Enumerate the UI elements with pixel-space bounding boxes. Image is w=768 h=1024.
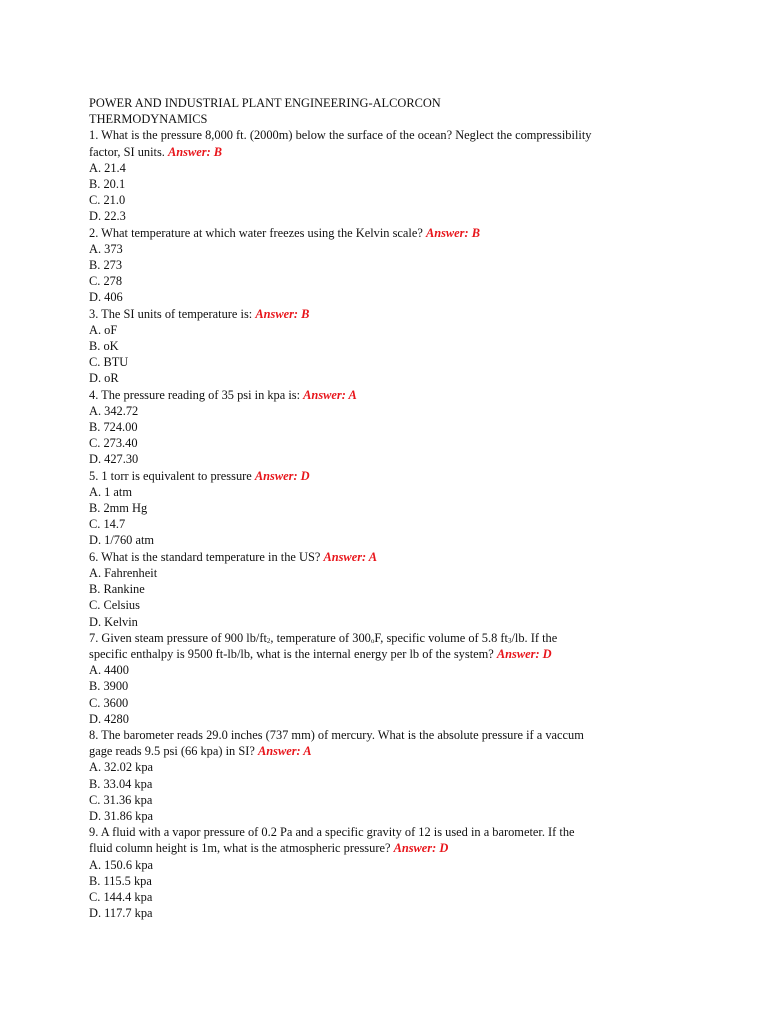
question-text: 3. The SI units of temperature is: Answer: B xyxy=(89,306,310,321)
question-5 xyxy=(89,468,689,549)
choice: A. 342.72 xyxy=(89,403,139,418)
choice: B. 115.5 kpa xyxy=(89,873,152,888)
choice: B. 20.1 xyxy=(89,177,126,192)
answer-key: Answer: A xyxy=(323,549,378,564)
choice: D. 406 xyxy=(89,290,123,305)
choice: B. oK xyxy=(89,339,119,354)
question-text: 2. What temperature at which water freezes using the Kelvin scale? Answer: B xyxy=(89,225,480,240)
choice: C. 278 xyxy=(89,274,123,289)
question-8 xyxy=(89,727,689,824)
answer-key: Answer: B xyxy=(168,144,223,159)
choice: D. 427.30 xyxy=(89,452,139,467)
question-text: 6. What is the standard temperature in the US? Answer: A xyxy=(89,549,378,564)
choice: A. 21.4 xyxy=(89,160,126,175)
document-title: POWER AND INDUSTRIAL PLANT ENGINEERING-ALCORCON xyxy=(89,96,441,110)
choice: B. 273 xyxy=(89,258,123,273)
choice: D. 4280 xyxy=(89,711,129,726)
question-text: 7. Given steam pressure of 900 $lb/ft_2$, temperature of $300_oF$, specific volume of 5.8 $ft_3/lb$. If the xyxy=(89,630,558,645)
choice: C. 3600 xyxy=(89,695,129,710)
choice: A. 1 atm xyxy=(89,484,133,499)
choice: D. 31.86 kpa xyxy=(89,808,154,823)
choice: B. 33.04 kpa xyxy=(89,776,153,791)
choice: B. Rankine xyxy=(89,582,145,597)
choice: B. 724.00 xyxy=(89,420,138,435)
question-text: 9. A fluid with a vapor pressure of 0.2 Pa and a specific gravity of 12 is used in a barometer. If the xyxy=(89,825,575,840)
question-3 xyxy=(89,306,689,387)
question-text: 5. 1 torr is equivalent to pressure Answer: D xyxy=(89,468,310,483)
choice: D. Kelvin xyxy=(89,614,138,629)
question-7 xyxy=(89,630,689,727)
answer-key: Answer: B xyxy=(425,225,480,240)
question-text: 4. The pressure reading of 35 psi in kpa is: Answer: A xyxy=(89,387,357,402)
answer-key: Answer: D xyxy=(496,646,552,661)
choice: C. Celsius xyxy=(89,598,140,613)
choice: D. oR xyxy=(89,371,119,386)
question-1 xyxy=(89,127,689,224)
question-4 xyxy=(89,387,689,468)
answer-key: Answer: D xyxy=(393,841,449,856)
choice: C. 273.40 xyxy=(89,436,138,451)
answer-key: Answer: A xyxy=(257,744,312,759)
choice: A. oF xyxy=(89,322,118,337)
question-6 xyxy=(89,549,689,630)
choice: A. 32.02 kpa xyxy=(89,760,154,775)
choice: A. Fahrenheit xyxy=(89,565,158,580)
question-text-continued: gage reads 9.5 psi (66 kpa) in SI? Answer: A xyxy=(89,744,312,759)
choice: B. 2mm Hg xyxy=(89,501,148,516)
choice: C. 31.36 kpa xyxy=(89,792,153,807)
choice: A. 4400 xyxy=(89,663,129,678)
choice: C. 21.0 xyxy=(89,193,126,208)
choice: D. 1/760 atm xyxy=(89,533,155,548)
question-text-continued: fluid column height is 1m, what is the atmospheric pressure? Answer: D xyxy=(89,841,449,856)
question-text: 8. The barometer reads 29.0 inches (737 mm) of mercury. What is the absolute pressure if a vaccum xyxy=(89,727,584,742)
question-9 xyxy=(89,824,689,921)
answer-key: Answer: B xyxy=(255,306,310,321)
question-2 xyxy=(89,225,689,306)
choice: A. 373 xyxy=(89,241,123,256)
choice: C. 144.4 kpa xyxy=(89,889,153,904)
choice: A. 150.6 kpa xyxy=(89,857,154,872)
choice: C. BTU xyxy=(89,355,129,370)
choice: B. 3900 xyxy=(89,679,129,694)
answer-key: Answer: A xyxy=(303,387,357,402)
answer-key: Answer: D xyxy=(254,468,310,483)
question-text: 1. What is the pressure 8,000 ft. (2000m) below the surface of the ocean? Neglect the compressibility xyxy=(89,128,592,143)
choice: C. 14.7 xyxy=(89,517,126,532)
document-subtitle: THERMODYNAMICS xyxy=(89,112,208,127)
question-text-continued: specific enthalpy is 9500 ft-lb/lb, what is the internal energy per lb of the system? Answer: D xyxy=(89,646,552,661)
question-text-continued: factor, SI units. Answer: B xyxy=(89,144,223,159)
document-page xyxy=(89,95,689,921)
choice: D. 117.7 kpa xyxy=(89,906,153,921)
choice: D. 22.3 xyxy=(89,209,126,224)
